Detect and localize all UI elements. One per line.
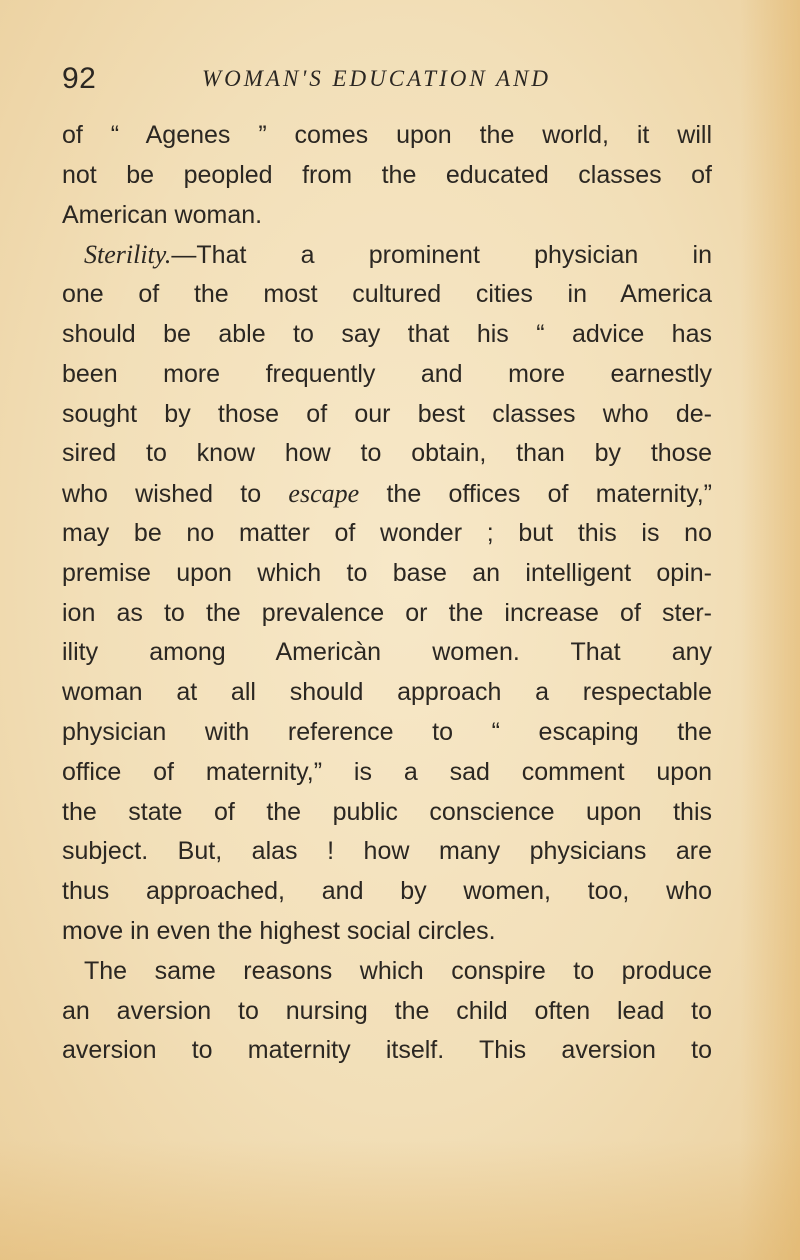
text-line: move in even the highest social circles. bbox=[62, 916, 496, 945]
text-line: subject. But, alas ! how many physicians are bbox=[62, 837, 712, 866]
text-line: ility among Americàn women. That any bbox=[62, 638, 712, 667]
page-header bbox=[62, 58, 712, 98]
running-head: WOMAN'S EDUCATION AND bbox=[202, 66, 552, 91]
body-text bbox=[62, 116, 712, 1071]
text-line: aversion to maternity itself. This aversion to bbox=[62, 1036, 712, 1065]
page-edge-shading bbox=[740, 0, 800, 1260]
text-line: premise upon which to base an intelligent opin- bbox=[62, 558, 712, 587]
text-run: who wished to bbox=[62, 480, 289, 509]
text-line: sought by those of our best classes who de- bbox=[62, 399, 712, 428]
page-bottom-shading bbox=[0, 1140, 800, 1260]
text-line bbox=[62, 474, 712, 514]
text-line: one of the most cultured cities in America bbox=[62, 280, 712, 309]
text-line: woman at all should approach a respectable bbox=[62, 678, 712, 707]
text-line: not be peopled from the educated classes of bbox=[62, 160, 712, 189]
text-line: American woman. bbox=[62, 200, 263, 229]
text-line: an aversion to nursing the child often lead to bbox=[62, 996, 712, 1025]
text-line: office of maternity,” is a sad comment upon bbox=[62, 757, 712, 786]
text-run: —That a prominent physician in bbox=[171, 241, 712, 270]
text-line: The same reasons which conspire to produce bbox=[84, 956, 712, 985]
text-line: physician with reference to “ escaping the bbox=[62, 717, 712, 746]
text-line: been more frequently and more earnestly bbox=[62, 359, 712, 388]
text-line: ion as to the prevalence or the increase of ster- bbox=[62, 598, 712, 627]
section-heading: Sterility. bbox=[84, 240, 172, 270]
page-number: 92 bbox=[62, 62, 97, 95]
emphasis: escape bbox=[288, 479, 360, 509]
text-line: thus approached, and by women, too, who bbox=[62, 877, 712, 906]
text-line: the state of the public conscience upon this bbox=[62, 797, 712, 826]
text-line bbox=[62, 235, 712, 275]
text-run: the offices of maternity,” bbox=[359, 480, 712, 509]
text-line: of “ Agenes ” comes upon the world, it will bbox=[62, 121, 712, 149]
text-line: sired to know how to obtain, than by those bbox=[62, 439, 712, 468]
text-line: should be able to say that his “ advice has bbox=[62, 319, 712, 348]
text-line: may be no matter of wonder ; but this is no bbox=[62, 518, 712, 547]
